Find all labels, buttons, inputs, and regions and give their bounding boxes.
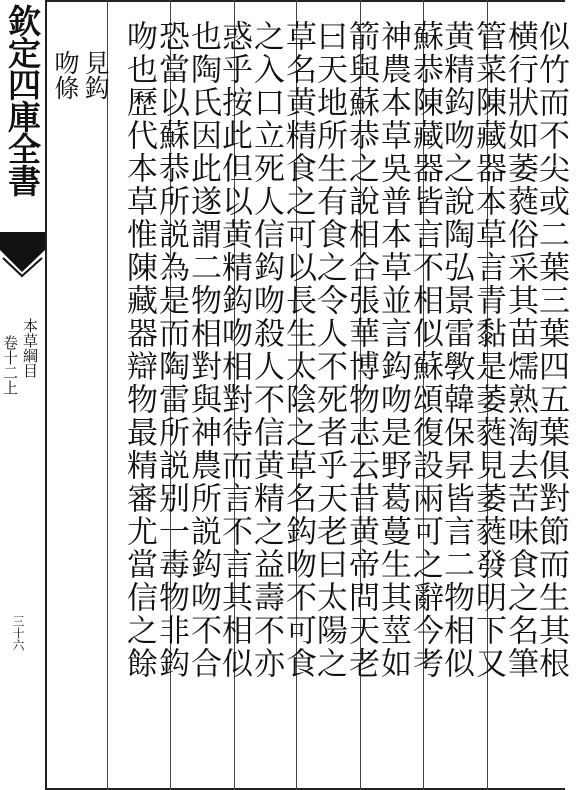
page-margin (0, 0, 47, 790)
cross-reference-note: 見鈎 吻條 (51, 50, 110, 100)
text-column: 似竹而不尖或二葉三葉四五葉俱對節而生其根 (533, 20, 569, 680)
text-column: 横行狀如萎蕤俗采其苗燸熟淘去苦味食之名筆 (502, 20, 538, 680)
text-column: 惑乎按此但以黄精鈎吻相對待而言不言其相似 (216, 20, 252, 680)
text-column: 草名黄精食之可以長生太陰之草名鈎吻不可食 (280, 20, 316, 680)
text-column: 蘇恭陳藏器皆言不相似蘇頌復設兩可之辭今考 (407, 20, 443, 680)
juan-number: 卷十二上 (1, 335, 19, 395)
fishtail-ornament (0, 232, 45, 304)
text-column: 之入口立死人信鈎吻殺人不信黄精之益壽不亦 (248, 20, 284, 680)
folio-number: 三十六 (11, 615, 25, 651)
text-column: 吻也歷代本草惟陳藏器辯物最精審尤當信之餘 (121, 20, 157, 680)
text-column: 黄精鈎吻之說陶弘景雷斆韓保昇皆言二物相似 (438, 20, 474, 680)
text-column: 恐當以蘇恭所説為是而陶雷所説别一毒物非鈎 (153, 20, 189, 680)
text-column: 箭與蘇恭之說相合張華博物志云昔黄帝問天老 (343, 20, 379, 680)
juan-title: 本草綱目 (21, 318, 39, 378)
text-column: 管菜陳藏器本草言青黏是萎蕤見萎蕤發明下又 (470, 20, 506, 680)
text-column: 也陶氏因此遂謂二物相對與神農所説鈎吻不合 (185, 20, 221, 680)
book-title: 欽定四庫全書 (3, 4, 42, 196)
text-column: 神農本草吳普本草並言鈎吻是野葛蔓生其莖如 (375, 20, 411, 680)
text-column: 曰天地所生有食之令人不死者乎天老曰太陽之 (311, 20, 347, 680)
